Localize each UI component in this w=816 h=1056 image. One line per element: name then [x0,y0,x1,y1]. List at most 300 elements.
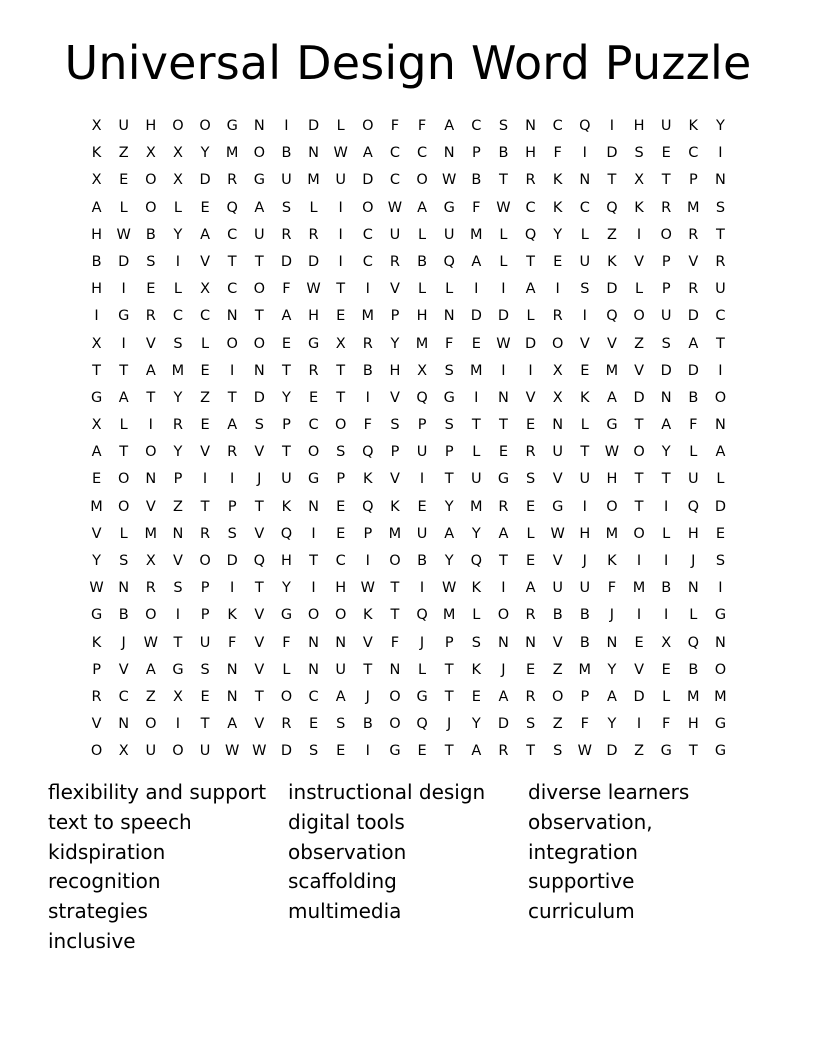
grid-letter: N [253,362,265,379]
grid-letter: V [688,253,699,270]
grid-letter: D [199,172,211,189]
grid-letter: M [225,145,239,162]
grid-letter: E [146,281,156,298]
grid-letter: A [200,226,211,243]
grid-letter: W [225,743,240,760]
grid-letter: Q [443,253,455,270]
grid-letter: G [416,688,428,705]
grid-letter: D [497,716,510,733]
grid-letter: M [442,607,456,624]
grid-letter: F [662,716,671,733]
grid-letter: F [282,634,291,651]
grid-letter: O [226,335,238,352]
grid-letter: E [417,498,427,515]
grid-letter: D [633,688,645,705]
grid-letter: D [497,308,510,325]
grid-letter: D [524,335,537,352]
grid-letter: Q [226,199,238,216]
grid-letter: R [308,362,319,379]
grid-letter: U [715,281,726,298]
grid-letter: T [444,661,454,678]
grid-letter: V [200,444,211,461]
grid-letter: N [226,308,238,325]
grid-letter: T [282,362,291,379]
grid-letter: U [254,226,265,243]
grid-letter: R [172,417,183,434]
grid-letter: I [501,580,506,597]
grid-letter: Q [606,308,618,325]
grid-letter: K [634,199,644,216]
grid-letter: Y [553,226,563,243]
grid-letter: I [365,553,370,569]
grid-letter: B [498,145,509,162]
grid-letter: H [633,118,645,134]
grid-letter: I [718,362,723,379]
grid-letter: I [664,553,669,569]
grid-letter: I [718,580,723,597]
grid-letter: A [525,580,536,597]
grid-letter: R [498,743,509,760]
grid-letter: V [254,525,265,542]
word-list-item: multimedia [288,899,402,924]
grid-letter: I [121,335,126,352]
grid-letter: L [445,281,454,298]
grid-letter: U [199,634,211,651]
grid-letter: I [311,525,316,542]
grid-letter: V [389,281,400,298]
grid-letter: A [444,525,455,542]
grid-letter: I [609,118,615,134]
grid-letter: R [308,226,319,243]
grid-letter: C [227,226,238,243]
grid-letter: O [606,498,618,515]
grid-letter: K [580,389,590,406]
grid-letter: R [552,308,563,325]
grid-letter: I [365,743,370,760]
grid-letter: L [201,335,210,352]
grid-letter: R [145,580,156,597]
grid-letter: T [363,661,373,678]
grid-row [83,494,734,521]
grid-letter: I [419,580,425,597]
grid-letter: C [417,145,428,162]
grid-letter: A [498,688,509,705]
grid-letter: C [335,553,346,569]
grid-letter: I [338,226,343,243]
grid-letter: S [444,362,454,379]
grid-letter: Z [606,226,617,243]
word-list-item: text to speech [48,809,192,834]
grid-letter: C [118,688,129,705]
grid-letter: A [118,389,129,406]
grid-letter: N [118,580,130,597]
grid-letter: T [499,417,508,434]
grid-row [83,113,734,140]
grid-row [83,358,734,385]
grid-letter: O [660,226,672,243]
grid-letter: W [116,226,131,243]
grid-letter: V [634,661,645,678]
grid-letter: F [607,580,617,597]
grid-letter: O [497,607,510,624]
grid-letter: S [308,743,319,760]
grid-row [83,630,734,657]
grid-letter: L [309,199,318,216]
grid-letter: N [687,580,699,597]
grid-letter: R [389,253,400,270]
grid-letter: K [607,253,617,270]
grid-letter: H [579,525,591,542]
grid-letter: B [688,389,699,406]
grid-letter: T [146,389,156,406]
grid-letter: E [200,417,210,434]
grid-letter: V [91,525,102,542]
grid-letter: T [444,688,454,705]
grid-letter: P [363,525,373,542]
word-list-item: scaffolding [288,869,397,894]
grid-letter: K [363,471,373,488]
grid-letter: L [526,525,535,542]
grid-letter: E [471,688,481,705]
grid-row [83,439,734,466]
grid-letter: H [335,580,347,597]
grid-letter: D [118,253,130,270]
grid-letter: Y [444,498,454,515]
grid-letter: O [551,335,564,352]
grid-letter: L [119,417,128,434]
grid-letter: H [416,308,428,325]
grid-row [83,195,734,222]
grid-letter: I [501,362,506,379]
grid-row [83,466,734,493]
letter-grid [83,113,734,766]
grid-letter: V [254,661,265,678]
grid-letter: G [90,607,103,624]
grid-letter: I [202,471,208,488]
grid-letter: N [715,634,726,651]
grid-letter: Y [444,553,454,569]
grid-letter: T [173,634,183,651]
word-list-item: curriculum [528,899,635,924]
grid-letter: L [119,525,128,542]
word-list-item: flexibility and support [48,780,267,804]
grid-letter: L [173,281,182,298]
grid-letter: X [145,145,156,162]
grid-letter: B [145,226,156,243]
grid-letter: E [525,553,536,569]
grid-letter: L [689,607,698,624]
grid-letter: V [552,471,563,488]
grid-letter: R [145,308,156,325]
grid-letter: V [118,661,129,678]
grid-letter: C [471,118,482,134]
grid-letter: U [389,226,401,243]
grid-letter: O [307,444,320,461]
grid-letter: T [254,308,264,325]
grid-letter: M [171,362,185,379]
grid-letter: A [145,362,156,379]
grid-letter: Q [606,199,618,216]
grid-letter: S [390,417,400,434]
grid-letter: I [175,716,181,733]
word-list-item: integration [528,839,638,864]
grid-letter: D [633,389,645,406]
grid-letter: O [145,444,157,461]
grid-row [83,276,734,303]
grid-letter: Z [118,145,129,162]
grid-letter: R [715,253,726,270]
grid-letter: T [499,553,508,569]
grid-letter: L [418,226,427,243]
grid-letter: M [415,335,429,352]
grid-letter: S [634,145,644,162]
grid-letter: M [687,199,700,216]
grid-row [83,657,734,684]
grid-letter: B [579,634,590,651]
grid-letter: I [474,389,479,406]
grid-letter: G [660,743,672,760]
grid-letter: S [580,281,590,298]
grid-letter: M [714,688,727,705]
grid-letter: F [417,118,427,134]
grid-letter: T [716,226,725,243]
grid-letter: P [444,444,454,461]
grid-letter: U [118,118,129,134]
grid-letter: B [579,607,590,624]
grid-letter: Q [362,498,374,515]
grid-letter: G [714,743,727,760]
grid-letter: G [443,389,455,406]
grid-letter: T [282,444,291,461]
grid-letter: T [499,172,508,189]
grid-letter: U [579,580,591,597]
grid-letter: W [550,525,565,542]
grid-letter: O [362,199,374,216]
word-list-item: recognition [48,869,161,894]
grid-letter: J [582,553,587,569]
grid-letter: Z [552,716,563,733]
grid-letter: T [119,444,129,461]
grid-letter: N [606,634,618,651]
grid-letter: S [444,417,454,434]
grid-letter: W [387,199,403,216]
grid-letter: B [471,172,482,189]
grid-letter: K [471,580,482,597]
grid-letter: O [253,335,266,352]
grid-row [83,412,734,439]
grid-letter: E [715,525,726,542]
grid-letter: V [552,634,563,651]
grid-letter: I [718,145,723,162]
grid-letter: I [664,498,669,515]
grid-letter: O [145,172,157,189]
grid-letter: U [660,308,672,325]
grid-letter: L [580,226,589,243]
grid-row [83,303,734,330]
grid-letter: P [336,471,346,488]
grid-letter: T [634,498,644,515]
grid-letter: W [89,580,104,597]
grid-letter: O [334,417,347,434]
word-list-item: observation [288,839,407,864]
grid-letter: Q [362,444,374,461]
grid-letter: T [254,688,264,705]
grid-letter: A [91,199,102,216]
word-list [48,778,768,957]
grid-letter: Q [253,553,266,569]
grid-letter: A [227,417,238,434]
grid-letter: M [361,308,375,325]
grid-letter: T [607,172,617,189]
word-list-item: inclusive [48,928,136,953]
grid-letter: I [501,281,506,298]
grid-letter: T [634,471,644,488]
grid-letter: W [252,743,267,760]
grid-letter: A [715,444,726,461]
grid-letter: Q [280,525,293,542]
grid-letter: N [498,389,509,406]
grid-letter: V [606,335,617,352]
grid-letter: O [334,607,347,624]
grid-letter: F [390,118,400,134]
grid-letter: X [200,281,211,298]
grid-letter: H [687,525,699,542]
grid-row [83,602,734,629]
grid-letter: B [417,553,428,569]
grid-letter: T [688,743,698,760]
grid-letter: E [525,661,536,678]
grid-letter: A [91,444,102,461]
grid-letter: L [662,525,671,542]
grid-letter: S [119,553,129,569]
grid-letter: K [471,661,482,678]
grid-letter: P [580,688,590,705]
grid-letter: S [498,118,509,134]
grid-letter: P [282,417,291,434]
grid-letter: T [634,417,644,434]
word-list-item: instructional design [288,780,486,804]
grid-letter: D [660,362,672,379]
grid-letter: E [336,498,346,515]
grid-letter: V [389,389,400,406]
grid-letter: E [525,498,536,515]
grid-letter: G [552,498,564,515]
grid-letter: Y [390,335,400,352]
grid-letter: V [579,335,590,352]
grid-letter: I [636,607,642,624]
grid-letter: O [199,553,211,569]
grid-letter: M [388,525,402,542]
grid-letter: N [308,661,319,678]
grid-row [83,738,734,765]
grid-letter: I [338,199,343,216]
grid-letter: H [308,308,320,325]
grid-letter: O [362,118,374,134]
grid-letter: G [714,716,727,733]
grid-letter: J [365,688,370,705]
grid-letter: Z [145,688,156,705]
grid-letter: S [661,335,671,352]
grid-letter: Y [173,389,183,406]
grid-row [83,548,734,575]
grid-letter: Y [607,716,617,733]
grid-letter: E [200,199,210,216]
grid-letter: N [443,145,455,162]
grid-letter: V [172,553,183,569]
grid-letter: H [91,226,103,243]
grid-letter: A [525,281,536,298]
grid-letter: E [308,716,319,733]
grid-letter: X [145,553,156,569]
grid-letter: W [360,580,375,597]
grid-letter: R [688,226,699,243]
grid-letter: N [389,661,401,678]
grid-letter: U [579,471,591,488]
grid-letter: S [715,199,726,216]
grid-letter: V [91,716,102,733]
grid-letter: T [444,471,454,488]
grid-letter: V [200,253,211,270]
grid-letter: R [200,525,211,542]
grid-letter: A [688,335,699,352]
grid-letter: G [253,172,265,189]
grid-letter: T [336,389,346,406]
grid-letter: B [362,362,373,379]
grid-letter: A [471,743,482,760]
grid-letter: S [715,553,726,569]
grid-letter: L [635,281,644,298]
grid-letter: K [227,607,237,624]
grid-letter: O [389,553,401,569]
grid-letter: S [553,743,563,760]
grid-letter: H [687,716,699,733]
grid-letter: Z [172,498,183,515]
grid-letter: A [335,688,346,705]
grid-letter: T [336,281,346,298]
grid-letter: F [228,634,237,651]
grid-letter: S [254,417,264,434]
grid-letter: F [363,417,372,434]
grid-letter: X [172,145,183,162]
grid-row [83,140,734,167]
grid-letter: O [117,471,130,488]
grid-letter: N [145,471,157,488]
grid-letter: Y [716,118,725,134]
grid-letter: U [281,471,292,488]
grid-letter: V [254,716,265,733]
grid-letter: U [688,471,699,488]
grid-letter: D [280,743,293,760]
grid-letter: P [200,607,210,624]
grid-letter: C [227,281,238,298]
grid-letter: E [498,444,509,461]
grid-letter: S [173,335,183,352]
grid-letter: J [121,634,126,651]
grid-letter: I [338,253,343,270]
grid-letter: X [335,335,346,352]
grid-letter: V [389,471,400,488]
word-list-item: digital tools [288,809,405,834]
grid-letter: X [91,417,102,434]
grid-letter: H [91,281,103,298]
grid-letter: I [365,281,370,298]
grid-letter: S [525,716,536,733]
word-list-item: kidspiration [48,839,166,864]
grid-letter: X [552,389,563,406]
grid-letter: I [636,226,642,243]
grid-letter: Q [687,634,700,651]
grid-letter: D [253,389,265,406]
